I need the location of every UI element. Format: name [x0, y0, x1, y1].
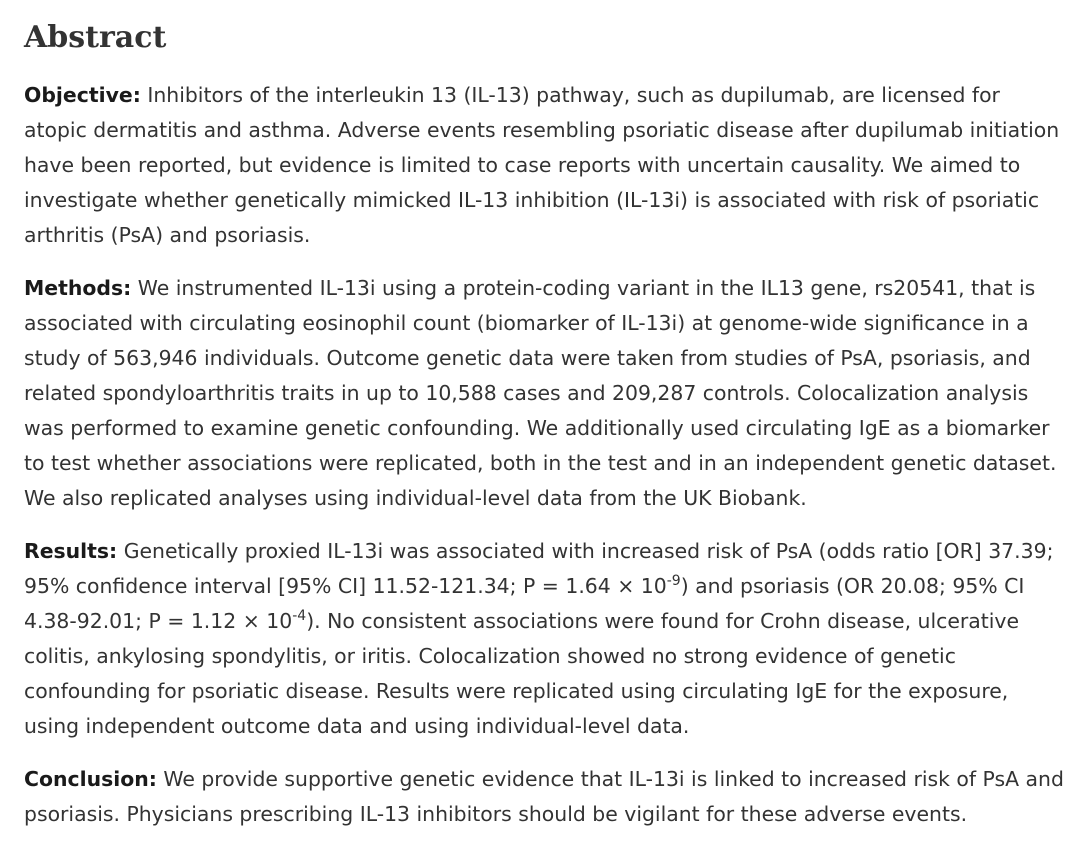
conclusion-label: Conclusion:: [24, 767, 157, 791]
results-text-part-1: Genetically proxied IL-13i was associated with increased risk of PsA (odds ratio [OR] 37.39; 95% confidence interval [95% CI] 11.52-121.34; P = 1.64 × 10: [24, 539, 1054, 598]
conclusion-text: We provide supportive genetic evidence that IL-13i is linked to increased risk of PsA and psoriasis. Physicians prescribing IL-13 inhibitors should be vigilant for these adverse events.: [24, 767, 1064, 826]
conclusion-paragraph: [24, 762, 1069, 832]
results-text-part-3: ). No consistent associations were found for Crohn disease, ulcerative colitis, ankylosing spondylitis, or iritis. Colocalization showed no strong evidence of genetic confounding for psoriatic disease. Results were replicated using circulating IgE for the exposure, using independent outcome data and using individual-level data.: [24, 609, 1020, 738]
results-text-part-2: ) and psoriasis (OR 20.08; 95% CI 4.38-92.01; P = 1.12 × 10: [24, 574, 1025, 633]
results-paragraph: [24, 534, 1069, 744]
methods-label: Methods:: [24, 276, 132, 300]
results-exponent-1: -9: [666, 573, 681, 590]
results-exponent-2: -4: [292, 608, 307, 625]
methods-text: We instrumented IL-13i using a protein-coding variant in the IL13 gene, rs20541, that is associated with circulating eosinophil count (biomarker of IL-13i) at genome-wide significance in a study of 563,946 individuals. Outcome genetic data were taken from studies of PsA, psoriasis, and related spondyloarthritis traits in up to 10,588 cases and 209,287 controls. Colocalization analysis was performed to examine genetic confounding. We additionally used circulating IgE as a biomarker to test whether associations were replicated, both in the test and in an independent genetic dataset. We also replicated analyses using individual-level data from the UK Biobank.: [24, 276, 1057, 510]
results-label: Results:: [24, 539, 118, 563]
objective-text: Inhibitors of the interleukin 13 (IL-13) pathway, such as dupilumab, are licensed for atopic dermatitis and asthma. Adverse events resembling psoriatic disease after dupilumab initiation have been reported, but evidence is limited to case reports with uncertain causality. We aimed to investigate whether genetically mimicked IL-13 inhibition (IL-13i) is associated with risk of psoriatic arthritis (PsA) and psoriasis.: [24, 83, 1060, 247]
objective-label: Objective:: [24, 83, 141, 107]
methods-paragraph: [24, 271, 1069, 516]
abstract-heading: Abstract: [24, 20, 167, 55]
abstract-section: [24, 18, 1069, 850]
objective-paragraph: [24, 78, 1069, 253]
